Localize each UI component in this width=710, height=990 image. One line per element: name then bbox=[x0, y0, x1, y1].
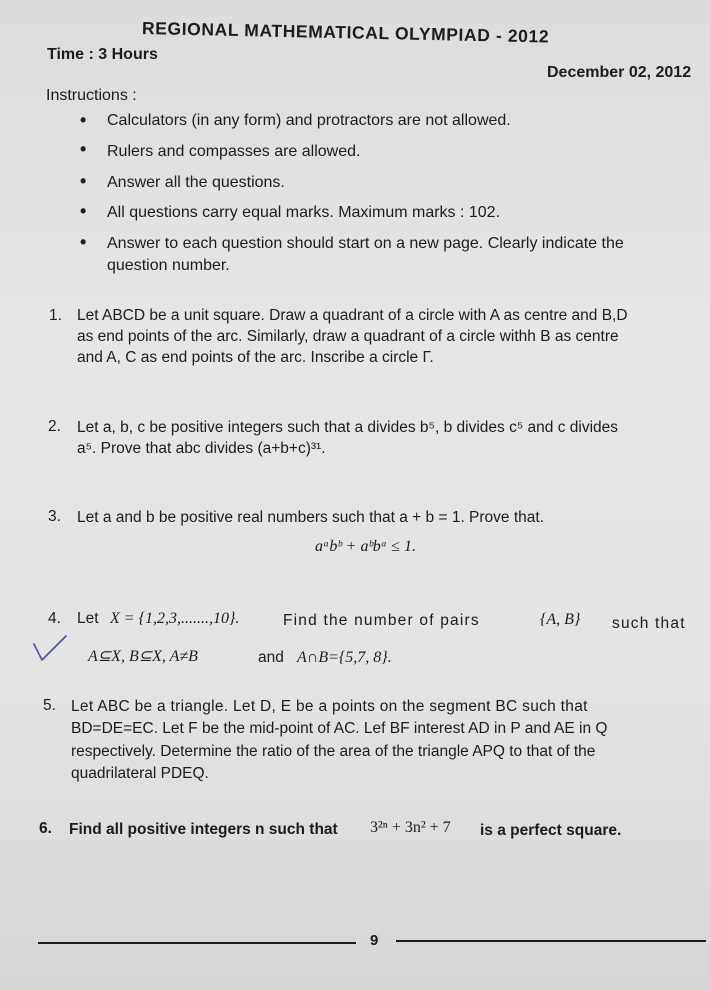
handwritten-tick-icon bbox=[30, 632, 70, 666]
question-4-set-x: X = {1,2,3,.......,10}. bbox=[110, 610, 240, 627]
instruction-item-continued: question number. bbox=[107, 257, 230, 274]
question-number: 5. bbox=[43, 697, 56, 714]
exam-title: REGIONAL MATHEMATICAL OLYMPIAD - 2012 bbox=[141, 18, 550, 47]
page-number: 9 bbox=[370, 932, 379, 949]
instruction-item: Answer to each question should start on a new page. Clearly indicate the bbox=[107, 235, 624, 252]
question-1-line: as end points of the arc. Similarly, draw a quadrant of a circle withh B as centre bbox=[77, 328, 619, 345]
question-4-text: such that bbox=[612, 615, 686, 632]
question-6-text: Find all positive integers n such that bbox=[69, 821, 338, 838]
question-number: 4. bbox=[48, 610, 61, 627]
question-number: 6. bbox=[39, 820, 52, 837]
bullet-icon: • bbox=[80, 139, 87, 159]
question-5-line: quadrilateral PDEQ. bbox=[71, 765, 209, 782]
question-number: 3. bbox=[48, 508, 61, 525]
question-4-text: Find the number of pairs bbox=[283, 612, 480, 629]
bullet-icon: • bbox=[80, 232, 87, 252]
question-4-pair: {A, B} bbox=[540, 611, 581, 628]
question-2-line: a⁵. Prove that abc divides (a+b+c)³¹. bbox=[77, 440, 326, 457]
instructions-label: Instructions : bbox=[46, 87, 137, 104]
question-3-formula: aᵃbᵇ + aᵇbᵃ ≤ 1. bbox=[315, 538, 416, 555]
question-5-line: Let ABC be a triangle. Let D, E be a points on the segment BC such that bbox=[71, 698, 588, 715]
question-5-line: respectively. Determine the ratio of the area of the triangle APQ to that of the bbox=[71, 743, 596, 760]
exam-duration: Time : 3 Hours bbox=[47, 46, 158, 63]
question-4-intersection: A∩B={5,7, 8}. bbox=[297, 649, 392, 666]
instruction-item: Calculators (in any form) and protractors are not allowed. bbox=[107, 112, 511, 129]
question-3-line: Let a and b be positive real numbers such that a + b = 1. Prove that. bbox=[77, 509, 545, 526]
instruction-item: Answer all the questions. bbox=[107, 174, 285, 191]
bullet-icon: • bbox=[80, 201, 87, 221]
question-1-line: Let ABCD be a unit square. Draw a quadrant of a circle with A as centre and B,D bbox=[77, 307, 628, 324]
question-1-line: and A, C as end points of the arc. Inscribe a circle Γ. bbox=[77, 349, 434, 366]
footer-rule-left bbox=[38, 942, 356, 944]
question-5-line: BD=DE=EC. Let F be the mid-point of AC. Lef BF interest AD in P and AE in Q bbox=[71, 720, 608, 737]
question-2-line: Let a, b, c be positive integers such that a divides b⁵, b divides c⁵ and c divides bbox=[77, 419, 619, 436]
instruction-item: Rulers and compasses are allowed. bbox=[107, 143, 361, 160]
bullet-icon: • bbox=[80, 110, 87, 130]
instruction-item: All questions carry equal marks. Maximum marks : 102. bbox=[107, 204, 501, 221]
footer-rule-right bbox=[396, 940, 706, 942]
bullet-icon: • bbox=[80, 171, 87, 191]
question-6-formula: 3²ⁿ + 3n² + 7 bbox=[370, 819, 451, 836]
question-number: 1. bbox=[49, 307, 62, 324]
question-4-text: and bbox=[258, 649, 284, 666]
question-number: 2. bbox=[48, 418, 61, 435]
exam-date: December 02, 2012 bbox=[547, 64, 692, 81]
question-4-conditions: A⊆X, B⊆X, A≠B bbox=[88, 648, 198, 665]
question-6-text: is a perfect square. bbox=[480, 822, 622, 839]
question-4-text: Let bbox=[77, 610, 99, 627]
